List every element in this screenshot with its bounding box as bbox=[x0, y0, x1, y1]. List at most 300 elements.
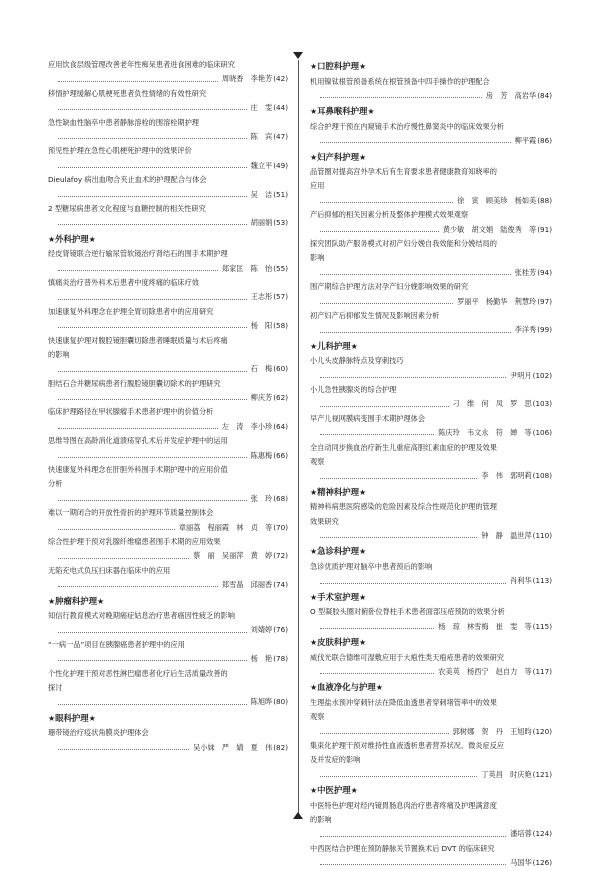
entry-authors: 魏立平 bbox=[250, 160, 273, 170]
section-label: 儿科护理 bbox=[317, 340, 351, 351]
entry-authors: 肖利华 bbox=[510, 576, 532, 586]
toc-entry[interactable] bbox=[48, 87, 288, 116]
entry-meta-line bbox=[310, 574, 552, 588]
entry-authors: 章丽荔 程丽霞 林 贞 等 bbox=[178, 522, 273, 532]
entry-title-line: 威伐光联合德维可湿敷应用于大疱性类天疱疮患者的效果研究 bbox=[310, 652, 505, 662]
entry-title-line: 无陷充电式负压扫床器在临床中的应用 bbox=[48, 565, 171, 575]
section-heading bbox=[310, 635, 552, 651]
entry-meta-line bbox=[48, 549, 288, 563]
entry-title-line: 珊带镜治疗疫状角膜炎护理体会 bbox=[48, 728, 149, 738]
entry-title-line: 观察 bbox=[310, 712, 325, 722]
dot-leader bbox=[58, 523, 175, 530]
entry-page-number: (72) bbox=[273, 551, 288, 561]
page-number-value: 68 bbox=[276, 493, 286, 503]
page-number-value: 124 bbox=[535, 829, 550, 839]
entry-title-line: 观察 bbox=[310, 456, 325, 466]
entry-title-line: 效果研究 bbox=[310, 516, 339, 526]
star-icon: ★ bbox=[375, 683, 383, 693]
dot-leader bbox=[320, 136, 511, 143]
toc-entry[interactable] bbox=[48, 535, 288, 564]
toc-left-column bbox=[48, 58, 288, 755]
star-icon: ★ bbox=[310, 107, 318, 117]
star-icon: ★ bbox=[48, 596, 56, 606]
entry-title-line: 2 型糖尿病患者文化程度与血糖控制的相关性研究 bbox=[48, 203, 206, 213]
toc-entry[interactable] bbox=[48, 58, 288, 87]
entry-meta-line bbox=[310, 194, 552, 208]
page-number-value: 106 bbox=[535, 428, 550, 438]
entry-authors: 房 芳 高岩华 bbox=[485, 90, 537, 100]
entry-authors: 石 梅 bbox=[250, 364, 273, 374]
star-icon: ★ bbox=[367, 107, 375, 117]
entry-authors: 陈旭晔 bbox=[250, 697, 273, 707]
page-number-value: 108 bbox=[535, 471, 550, 481]
entry-title-line: 及并发症的影响 bbox=[310, 755, 361, 765]
section-heading bbox=[310, 680, 552, 696]
entry-authors: 柳庆芳 bbox=[250, 393, 273, 403]
toc-entry[interactable] bbox=[310, 165, 552, 208]
entry-title-line: 小儿头皮静脉特点及穿刺技巧 bbox=[310, 356, 404, 366]
dot-leader bbox=[58, 451, 247, 458]
section-heading bbox=[310, 485, 552, 501]
section-label: 外科护理 bbox=[55, 233, 89, 244]
dot-leader bbox=[320, 830, 506, 837]
entry-meta-line bbox=[48, 101, 288, 115]
dot-leader bbox=[58, 365, 247, 372]
entry-meta-line bbox=[48, 391, 288, 405]
section-heading bbox=[310, 339, 552, 355]
dot-leader bbox=[58, 75, 218, 82]
entry-page-number: (74) bbox=[273, 580, 288, 590]
entry-meta-line bbox=[48, 262, 288, 276]
entry-title-line: 品管圈对提高宫外孕术后有生育要求患者健康教育知晓率的 bbox=[310, 167, 497, 177]
dot-leader bbox=[320, 531, 477, 538]
toc-entry[interactable] bbox=[310, 354, 552, 383]
entry-page-number: (51) bbox=[273, 189, 288, 199]
entry-meta-line bbox=[310, 856, 552, 870]
page-number-value: 60 bbox=[276, 364, 286, 374]
toc-entry[interactable] bbox=[310, 208, 552, 237]
entry-title-line: 知信行教育模式对晚期癌症姑息治疗患者癌因性疲乏的影响 bbox=[48, 611, 235, 621]
entry-authors: 丁英昌 时庆艳 bbox=[481, 769, 532, 779]
entry-authors: 钟 静 温世萍 bbox=[481, 531, 532, 541]
page-number-value: 62 bbox=[276, 393, 286, 403]
dot-leader bbox=[320, 428, 434, 435]
section-heading bbox=[310, 544, 552, 560]
page-number-value: 86 bbox=[540, 136, 550, 146]
star-icon: ★ bbox=[359, 487, 367, 497]
toc-entry[interactable] bbox=[48, 202, 288, 231]
section-label: 眼科护理 bbox=[55, 712, 89, 723]
entry-title-line: 初产妇产后抑郁发生情况及影响因素分析 bbox=[310, 310, 440, 320]
page-number-value: 72 bbox=[276, 551, 286, 561]
page-number-value: 55 bbox=[276, 263, 286, 273]
entry-authors: 杨 艳 bbox=[250, 654, 273, 664]
entry-title-line: 的影响 bbox=[310, 815, 332, 825]
entry-authors: 尹明月 bbox=[510, 370, 532, 380]
entry-authors: 李 伟 郭明莉 bbox=[481, 471, 532, 481]
star-icon: ★ bbox=[359, 592, 367, 602]
entry-page-number: (110) bbox=[532, 531, 552, 541]
toc-entry[interactable] bbox=[310, 696, 552, 739]
entry-meta-line bbox=[310, 620, 552, 634]
entry-authors: 郑雪晶 邱丽香 bbox=[221, 580, 273, 590]
entry-title-line: 慎痛炎治疗普外科术后患者中度疼痛的临床疗效 bbox=[48, 277, 199, 287]
section-heading bbox=[48, 232, 288, 248]
toc-entry[interactable] bbox=[310, 605, 552, 634]
dot-leader bbox=[320, 371, 506, 378]
entry-meta-line bbox=[310, 725, 552, 739]
section-label: 中医护理 bbox=[317, 785, 351, 796]
entry-page-number: (120) bbox=[532, 726, 552, 736]
page-number-value: 97 bbox=[540, 296, 550, 306]
entry-title-line: 小儿急性胰腺炎的综合护理 bbox=[310, 385, 397, 395]
entry-title-line: 早产儿视网膜病变围手术期护理体会 bbox=[310, 413, 426, 423]
entry-authors: 胡丽娟 bbox=[250, 218, 273, 228]
toc-entry[interactable] bbox=[310, 500, 552, 543]
section-heading bbox=[310, 59, 552, 75]
entry-authors: 陈 宾 bbox=[250, 131, 273, 141]
toc-entry[interactable] bbox=[48, 116, 288, 145]
page-number-value: 82 bbox=[276, 742, 286, 752]
entry-title-line: 探究团队助产服务模式对初产妇分娩自我效能和分娩结局的 bbox=[310, 239, 497, 249]
dot-leader bbox=[58, 161, 247, 168]
star-icon: ★ bbox=[88, 713, 96, 723]
entry-meta-line bbox=[310, 223, 552, 237]
toc-entry[interactable] bbox=[310, 280, 552, 309]
entry-page-number: (82) bbox=[273, 742, 288, 752]
dot-leader bbox=[58, 132, 247, 139]
entry-meta-line bbox=[310, 369, 552, 383]
entry-meta-line bbox=[48, 188, 288, 202]
page-number-value: 94 bbox=[540, 267, 550, 277]
section-label: 妇产科护理 bbox=[317, 151, 360, 162]
star-icon: ★ bbox=[359, 638, 367, 647]
entry-title-line: 临床护理路径在甲状腺瘤手术患者护理中的价值分析 bbox=[48, 407, 214, 417]
page-number-value: 76 bbox=[276, 625, 286, 635]
entry-authors: 杨 琼 林雪梅 崔 雯 等 bbox=[438, 621, 532, 631]
dot-leader bbox=[320, 297, 453, 304]
star-icon: ★ bbox=[350, 341, 358, 351]
dot-leader bbox=[58, 321, 247, 328]
toc-entry[interactable] bbox=[48, 173, 288, 202]
column-divider bbox=[298, 60, 299, 818]
entry-title-line: 探讨 bbox=[48, 683, 63, 693]
toc-entry[interactable] bbox=[48, 305, 288, 334]
entry-meta-line bbox=[310, 89, 552, 103]
entry-page-number: (64) bbox=[273, 421, 288, 431]
entry-page-number: (113) bbox=[532, 576, 552, 586]
entry-meta-line bbox=[310, 529, 552, 543]
star-icon: ★ bbox=[359, 547, 367, 557]
page-number-value: 121 bbox=[535, 769, 550, 779]
entry-page-number: (84) bbox=[537, 90, 552, 100]
toc-right-column bbox=[310, 58, 552, 871]
dot-leader bbox=[58, 654, 247, 661]
entry-authors: 左 涛 李小珍 bbox=[221, 421, 273, 431]
star-icon: ★ bbox=[97, 596, 105, 606]
section-label: 肿瘤科护理 bbox=[55, 595, 98, 606]
toc-entry[interactable] bbox=[48, 405, 288, 434]
page-number-value: 99 bbox=[540, 325, 550, 335]
entry-title-line: 综合护理干预在内窥镜手术治疗慢性鼻窦炎中的临床效果分析 bbox=[310, 121, 505, 131]
star-icon: ★ bbox=[48, 234, 56, 244]
entry-page-number: (55) bbox=[273, 263, 288, 273]
star-icon: ★ bbox=[310, 487, 318, 497]
entry-page-number: (53) bbox=[273, 218, 288, 228]
toc-entry[interactable] bbox=[310, 560, 552, 589]
section-heading bbox=[310, 104, 552, 120]
entry-title-line: 经皮肾镜联合逆行输尿管软镜治疗肾结石的围手术期护理 bbox=[48, 249, 228, 259]
entry-title-line: 应用 bbox=[310, 181, 325, 191]
star-icon: ★ bbox=[310, 592, 318, 602]
entry-authors: 罗丽平 杨勤华 荆慧玲 bbox=[457, 296, 537, 306]
star-icon: ★ bbox=[310, 683, 318, 693]
entry-title-line: Dieulafoy 病出血吻合夹止血术的护理配合与体会 bbox=[48, 175, 207, 185]
toc-entry[interactable] bbox=[310, 799, 552, 842]
entry-title-line: 生理盐水预冲穿刺针法在降低血透患者穿刺堵管率中的效果 bbox=[310, 697, 497, 707]
dot-leader bbox=[320, 770, 477, 777]
dot-leader bbox=[320, 577, 506, 584]
toc-entry[interactable] bbox=[310, 412, 552, 441]
entry-meta-line bbox=[48, 578, 288, 592]
entry-title-line: 分析 bbox=[48, 479, 63, 489]
entry-title-line: 移情护理缓解心肌梗死患者负性情绪的有效性研究 bbox=[48, 88, 207, 98]
entry-title-line: 预见性护理在急性心肌梗死护理中的效果评价 bbox=[48, 146, 192, 156]
entry-authors: 李洋秀 bbox=[514, 325, 537, 335]
toc-entry[interactable] bbox=[310, 383, 552, 412]
entry-authors: 王志彤 bbox=[250, 292, 273, 302]
entry-title-line: 快速康复护理对腹腔镜胆囊切除患者睡眠质量与术后疼痛 bbox=[48, 335, 228, 345]
entry-page-number: (57) bbox=[273, 292, 288, 302]
entry-authors: 农美英 杨西宁 赵自力 等 bbox=[438, 666, 532, 676]
entry-meta-line bbox=[310, 266, 552, 280]
dot-leader bbox=[58, 422, 218, 429]
entry-authors: 庄 雯 bbox=[250, 103, 273, 113]
star-icon: ★ bbox=[310, 152, 318, 162]
entry-page-number: (80) bbox=[273, 697, 288, 707]
section-label: 精神科护理 bbox=[317, 486, 360, 497]
entry-authors: 蔡 丽 吴丽萍 黄 婷 bbox=[193, 551, 273, 561]
entry-title-line: 的影响 bbox=[48, 349, 70, 359]
section-label: 急诊科护理 bbox=[317, 546, 360, 557]
star-icon: ★ bbox=[310, 62, 318, 71]
entry-title-line: 加速康复外科理念在护理全胃切除患者中的应用研究 bbox=[48, 306, 214, 316]
entry-authors: 刘婧婷 bbox=[250, 625, 273, 635]
star-icon: ★ bbox=[359, 62, 367, 71]
entry-authors: 郭树娜 贺 丹 王旭昀 bbox=[452, 726, 532, 736]
page-number-value: 64 bbox=[276, 421, 286, 431]
entry-title-line: 思维导图在高龄消化道溃疡穿孔术后并发症护理中的运用 bbox=[48, 436, 228, 446]
entry-authors: 吴 洁 bbox=[250, 189, 273, 199]
entry-meta-line bbox=[48, 319, 288, 333]
section-label: 口腔科护理 bbox=[317, 61, 360, 71]
toc-entry[interactable] bbox=[310, 237, 552, 280]
entry-meta-line bbox=[48, 695, 288, 709]
dot-leader bbox=[320, 225, 439, 232]
entry-meta-line bbox=[48, 420, 288, 434]
entry-page-number: (99) bbox=[537, 325, 552, 335]
page-number-value: 58 bbox=[276, 321, 286, 331]
section-heading bbox=[48, 711, 288, 727]
toc-entry[interactable] bbox=[310, 651, 552, 680]
entry-meta-line bbox=[48, 130, 288, 144]
toc-entry[interactable] bbox=[48, 334, 288, 377]
page-number-value: 91 bbox=[540, 224, 550, 234]
entry-authors: 郑家匡 陈 怡 bbox=[221, 263, 273, 273]
page-number-value: 42 bbox=[276, 74, 286, 84]
entry-title-line: 胆结石合并糖尿病患者行腹腔镜胆囊切除术的护理研究 bbox=[48, 378, 221, 388]
page-number-value: 70 bbox=[276, 522, 286, 532]
entry-page-number: (91) bbox=[537, 224, 552, 234]
toc-entry[interactable] bbox=[310, 120, 552, 149]
toc-entry[interactable] bbox=[48, 144, 288, 173]
page-number-value: 102 bbox=[535, 370, 550, 380]
entry-meta-line bbox=[310, 295, 552, 309]
entry-title-line: 影响 bbox=[310, 253, 325, 263]
toc-entry[interactable] bbox=[48, 247, 288, 276]
page-number-value: 74 bbox=[276, 580, 286, 590]
star-icon: ★ bbox=[310, 786, 318, 796]
toc-entry[interactable] bbox=[310, 842, 552, 871]
entry-meta-line bbox=[310, 323, 552, 337]
page-number-value: 51 bbox=[276, 189, 286, 199]
dot-leader bbox=[320, 858, 506, 865]
star-icon: ★ bbox=[350, 786, 358, 796]
entry-page-number: (76) bbox=[273, 625, 288, 635]
dot-leader bbox=[320, 326, 511, 333]
entry-page-number: (115) bbox=[532, 621, 552, 631]
toc-entry[interactable] bbox=[48, 609, 288, 638]
entry-page-number: (102) bbox=[532, 370, 552, 380]
entry-meta-line bbox=[48, 449, 288, 463]
entry-page-number: (47) bbox=[273, 131, 288, 141]
dot-leader bbox=[58, 698, 247, 705]
toc-entry[interactable] bbox=[48, 463, 288, 506]
entry-meta-line bbox=[310, 827, 552, 841]
entry-meta-line bbox=[310, 665, 552, 679]
entry-title-line: 全自动同步换血治疗新生儿重症高胆红素血症的护理及效果 bbox=[310, 442, 497, 452]
toc-entry[interactable] bbox=[310, 309, 552, 338]
entry-page-number: (94) bbox=[537, 267, 552, 277]
entry-meta-line bbox=[48, 362, 288, 376]
entry-title-line: 难以一期闭合的开放性骨折的护理环节质量控制体会 bbox=[48, 508, 214, 518]
entry-page-number: (78) bbox=[273, 654, 288, 664]
page-number-value: 47 bbox=[276, 131, 286, 141]
star-icon: ★ bbox=[359, 152, 367, 162]
entry-title-line: 急诊优质护理对脑卒中患者预后的影响 bbox=[310, 561, 433, 571]
toc-entry[interactable] bbox=[48, 506, 288, 535]
entry-authors: 张桂芳 bbox=[514, 267, 537, 277]
entry-meta-line bbox=[48, 741, 288, 755]
entry-page-number: (42) bbox=[273, 74, 288, 84]
entry-meta-line bbox=[310, 397, 552, 411]
star-icon: ★ bbox=[310, 547, 318, 557]
dot-leader bbox=[320, 400, 449, 407]
entry-title-line: 中西医结合护理在预防静脉关节置换术后 DVT 的临床研究 bbox=[310, 843, 495, 853]
dot-leader bbox=[320, 667, 434, 674]
toc-entry[interactable] bbox=[48, 564, 288, 593]
dot-leader bbox=[58, 190, 247, 197]
entry-meta-line bbox=[48, 623, 288, 637]
dot-leader bbox=[58, 264, 218, 271]
toc-entry[interactable] bbox=[310, 441, 552, 484]
entry-meta-line bbox=[48, 652, 288, 666]
entry-meta-line bbox=[48, 521, 288, 535]
toc-entry[interactable] bbox=[48, 434, 288, 463]
dot-leader bbox=[58, 743, 189, 750]
toc-entry[interactable] bbox=[310, 739, 552, 782]
page-number-value: 66 bbox=[276, 450, 286, 460]
entry-page-number: (108) bbox=[532, 471, 552, 481]
entry-title-line: 快速康复外科理念在肝胆外科围手术期护理中的应用价值 bbox=[48, 465, 228, 475]
entry-authors: 马国华 bbox=[510, 858, 532, 868]
entry-title-line: 中医特色护理对经内镜胃肠息肉治疗患者疼痛及护理满意度 bbox=[310, 800, 497, 810]
entry-meta-line bbox=[310, 134, 552, 148]
entry-title-line: 精神科病患医院感染的危险因素及综合性规范化护理的管理 bbox=[310, 502, 497, 512]
entry-title-line: 应用饮食层级管理改善老年性痴呆患者进食困难的临床研究 bbox=[48, 60, 235, 69]
toc-entry[interactable] bbox=[48, 276, 288, 305]
page-number-value: 53 bbox=[276, 218, 286, 228]
section-heading bbox=[310, 783, 552, 799]
entry-title-line: 产后抑郁的相关因素分析及整体护理模式效果观察 bbox=[310, 210, 469, 220]
entry-authors: 潘培蓉 bbox=[510, 829, 532, 839]
entry-meta-line bbox=[310, 426, 552, 440]
section-label: 皮肤科护理 bbox=[317, 637, 360, 647]
entry-page-number: (86) bbox=[537, 136, 552, 146]
dot-leader bbox=[58, 393, 247, 400]
entry-authors: 周晓香 李艳芳 bbox=[221, 74, 273, 84]
entry-meta-line bbox=[48, 216, 288, 230]
dot-leader bbox=[320, 268, 511, 275]
toc-entry[interactable] bbox=[48, 377, 288, 406]
entry-authors: 陈惠梅 bbox=[250, 450, 273, 460]
entry-meta-line bbox=[48, 290, 288, 304]
section-label: 手术室护理 bbox=[317, 591, 360, 602]
section-label: 血液净化与护理 bbox=[317, 682, 376, 693]
star-icon: ★ bbox=[48, 713, 56, 723]
dot-leader bbox=[320, 727, 449, 734]
entry-page-number: (70) bbox=[273, 522, 288, 532]
divider-top-triangle-icon bbox=[293, 52, 303, 59]
entry-authors: 徐 寅 顾美珍 杨如美 bbox=[457, 195, 537, 205]
toc-entry[interactable] bbox=[48, 726, 288, 755]
entry-page-number: (117) bbox=[532, 666, 552, 676]
page-number-value: 110 bbox=[535, 531, 550, 541]
toc-entry[interactable] bbox=[310, 75, 552, 104]
entry-page-number: (62) bbox=[273, 393, 288, 403]
entry-meta-line bbox=[48, 159, 288, 173]
toc-entry[interactable] bbox=[48, 638, 288, 667]
dot-leader bbox=[58, 494, 247, 501]
page-number-value: 84 bbox=[540, 90, 550, 100]
entry-authors: 张 玲 bbox=[250, 493, 273, 503]
entry-title-line: 综合性护理干预对乳腺纤维瘤患者围手术期的应用效果 bbox=[48, 537, 221, 546]
entry-meta-line bbox=[310, 469, 552, 483]
page-number-value: 113 bbox=[535, 576, 550, 586]
entry-title-line: 集束化护理干预对维持性血液透析患者营养状况、微炎症反应 bbox=[310, 740, 505, 750]
section-heading bbox=[310, 590, 552, 606]
star-icon: ★ bbox=[88, 234, 96, 244]
entry-title-line: “一病一品”项目在胰腺癌患者护理中的应用 bbox=[48, 639, 185, 649]
entry-meta-line bbox=[48, 72, 288, 86]
toc-entry[interactable] bbox=[48, 667, 288, 710]
dot-leader bbox=[58, 626, 247, 633]
page-number-value: 117 bbox=[535, 666, 550, 676]
entry-title-line: 个性化护理干预对恶性淋巴瘤患者化疗后生活质量改善的 bbox=[48, 668, 228, 678]
entry-authors: 杨 阳 bbox=[250, 321, 273, 331]
dot-leader bbox=[320, 196, 453, 203]
page-number-value: 49 bbox=[276, 160, 286, 170]
